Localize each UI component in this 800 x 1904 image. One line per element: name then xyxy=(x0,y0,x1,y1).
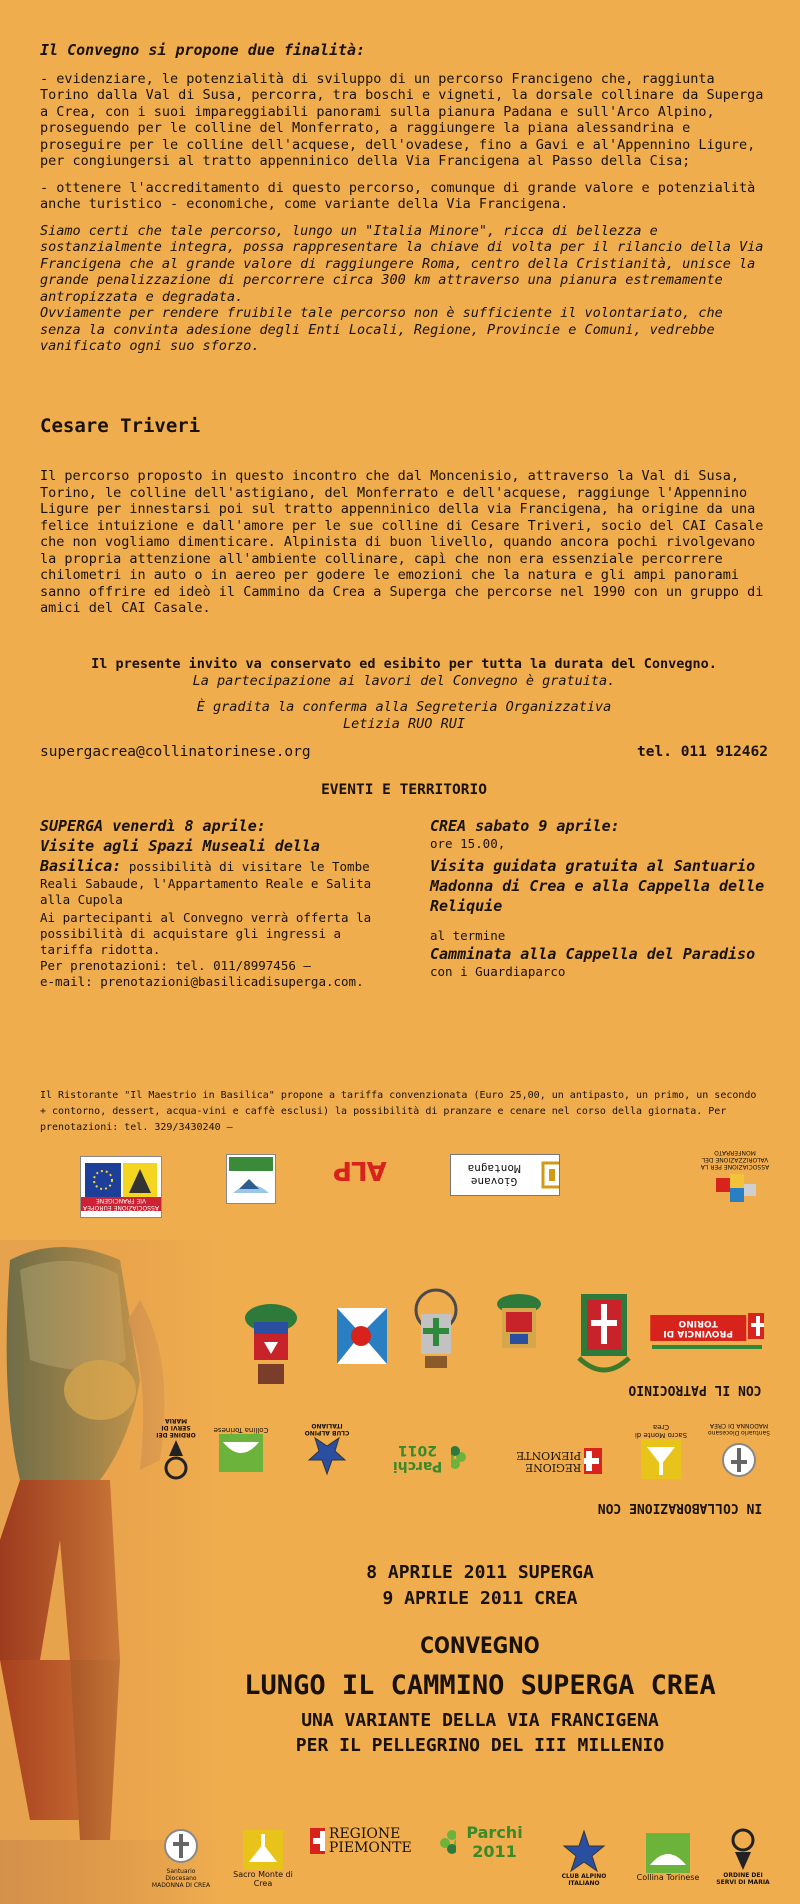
alp-logo xyxy=(310,1156,410,1184)
collina-torinese-logo-flipped xyxy=(210,1414,272,1484)
giovane-montagna-logo xyxy=(450,1154,560,1196)
collina-torinese-logo-text: Collina Torinese xyxy=(213,1426,269,1434)
conference-subtitle-1: UNA VARIANTE DELLA VIA FRANCIGENA xyxy=(301,1710,659,1731)
sacro-monte-icon xyxy=(243,1830,283,1870)
conference-subtitle xyxy=(180,1708,780,1758)
cai-text: CLUB ALPINO ITALIANO xyxy=(561,1873,607,1887)
sacro-monte-logo-text: Sacro Monte di Crea xyxy=(634,1423,688,1439)
regione-piemonte-text: REGIONE PIEMONTE xyxy=(328,1826,412,1856)
contact-line xyxy=(40,744,768,761)
intro-paragraph-3: Siamo certi che tale percorso, lungo un "Italia Minore", ricca di bellezza e sostanzialmente integra, possa rappresentare la chiave di volta per il rilancio della Via Francigena che al grande valore di raggiungere Roma, centro della Cristianità, unisce la grande penalizzazione di percorrere circa 300 km attraverso una pianura estremamente antropizzata e degradata. xyxy=(40,222,764,305)
servi-maria-text: ORDINE DEI SERVI DI MARIA xyxy=(716,1872,770,1886)
superga-basilica-label: Basilica: xyxy=(40,857,122,875)
patrocinio-label: CON IL PATROCINIO xyxy=(628,1382,762,1398)
crest-4-icon xyxy=(490,1290,548,1360)
cai-logo-flipped xyxy=(296,1414,358,1484)
crea-walk-title: Camminata alla Cappella del Paradiso xyxy=(430,945,756,963)
event-date-2: 9 APRILE 2011 CREA xyxy=(382,1588,578,1609)
francigena-emblem-icon xyxy=(85,1163,157,1197)
santuario-crea-logo-text: Santuario Diocesano MADONNA DI CREA xyxy=(707,1422,771,1436)
notice-line-1: Il presente invito va conservato ed esibito per tutta la durata del Convegno. xyxy=(91,656,717,672)
collina-torinese-icon xyxy=(646,1833,690,1873)
francigena-association-logo xyxy=(80,1156,162,1218)
collina-torinese-logo xyxy=(636,1822,700,1892)
contact-email[interactable]: supergacrea@collinatorinese.org xyxy=(40,744,311,760)
event-dates xyxy=(180,1560,780,1612)
contact-phone: tel. 011 912462 xyxy=(637,744,768,760)
santuario-crea-text: Santuario Diocesano MADONNA DI CREA xyxy=(151,1867,211,1889)
servi-maria-logo xyxy=(716,1816,770,1896)
parchi-2011-logo-text: Parchi 2011 xyxy=(392,1442,443,1474)
superga-booking-email[interactable]: e-mail: prenotazioni@basilicadisuperga.com. xyxy=(40,974,364,989)
superga-visit-title: Visite agli Spazi Museali della xyxy=(40,837,320,855)
servi-maria-emblem-icon xyxy=(159,1439,193,1483)
events-left-column xyxy=(40,816,385,990)
events-right-column xyxy=(430,816,775,980)
sacro-monte-logo-flipped xyxy=(628,1418,694,1484)
cai-logo xyxy=(546,1820,622,1896)
servi-maria-emblem-icon xyxy=(725,1826,761,1872)
sacro-monte-text: Sacro Monte di Crea xyxy=(233,1870,293,1888)
triveri-heading: Cesare Triveri xyxy=(40,415,201,437)
intro-paragraph-4: Ovviamente per rendere fruibile tale percorso non è sufficiente il volontariato, che senza la convinta adesione degli Enti Locali, Regione, Provincie e Comuni, vedrebbe vanificato ogni suo sforzo. xyxy=(40,305,723,354)
crea-time: ore 15.00, xyxy=(430,836,506,851)
parchi-2011-logo-flipped xyxy=(386,1440,466,1476)
conference-title: LUNGO IL CAMMINO SUPERGA CREA xyxy=(244,1670,716,1701)
superga-booking-phone: Per prenotazioni: tel. 011/8997456 – xyxy=(40,958,311,973)
monferrato-association-text: ASSOCIAZIONE PER LA VALORIZZAZIONE DEL MONFERRATO xyxy=(700,1148,770,1170)
cai-star-icon xyxy=(307,1436,347,1476)
conference-subtitle-2: PER IL PELLEGRINO DEL III MILLENIO xyxy=(295,1735,665,1756)
collina-torinese-text: Collina Torinese xyxy=(636,1872,700,1882)
regione-cross-icon xyxy=(584,1448,602,1474)
intro-paragraph-1: - evidenziare, le potenzialità di sviluppo di un percorso Francigeno che, raggiunta Torino dalla Val di Susa, percorra, tra boschi e vigneti, la dorsale collinare da Superga a Crea, con i suoi impareggiabili panorami sulla pianura Padana e sull'Arco Alpino, proseguendo per le colline del Monferrato, a raggiungere la piana alessandrina e proseguire per le colline dell'acquese, dell'ovadese, fino a Gavi e al'Appennino Ligure, per congiungersi al tratto appenninico della Via Francigena al Passo della Cisa; xyxy=(40,70,764,169)
notice-section xyxy=(40,656,768,732)
santuario-emblem-icon xyxy=(161,1824,201,1868)
cai-star-icon xyxy=(562,1829,606,1873)
superga-date: SUPERGA venerdì 8 aprile: xyxy=(40,817,266,835)
intro-heading: Il Convegno si propone due finalità: xyxy=(40,41,366,59)
alp-logo-text: ALP xyxy=(333,1155,387,1185)
superga-discount-text: Ai partecipanti al Convegno verrà offerta la possibilità di acquistare gli ingressi a tariffa ridotta. xyxy=(40,910,372,957)
santuario-crea-logo-flipped xyxy=(706,1412,772,1492)
servi-maria-logo-text: ORDINE DEI SERVI DI MARIA xyxy=(156,1417,196,1439)
regione-cross-icon xyxy=(310,1828,325,1854)
crea-rangers-text: con i Guardiaparco xyxy=(430,964,566,979)
crest-1-icon xyxy=(240,1298,302,1390)
giovane-montagna-text: Giovane Montagna xyxy=(467,1162,521,1188)
triveri-section xyxy=(40,415,768,437)
park-logo xyxy=(226,1154,276,1204)
provincia-shield-icon xyxy=(748,1313,764,1343)
collaborazione-label: IN COLLABORAZIONE CON xyxy=(597,1500,763,1516)
event-date-1: 8 APRILE 2011 SUPERGA xyxy=(366,1562,594,1583)
notice-line-4: Letizia RUO RUI xyxy=(343,715,465,732)
santuario-crea-logo xyxy=(150,1816,212,1896)
francigena-logo-text: ASSOCIAZIONE EUROPEA VIE FRANCIGENE xyxy=(81,1197,161,1211)
notice-line-3: È gradita la conferma alla Segreteria Organizzativa xyxy=(196,699,612,715)
puzzle-icon xyxy=(712,1170,758,1210)
sacro-monte-logo xyxy=(228,1824,298,1894)
regione-piemonte-logo xyxy=(310,1824,420,1858)
parchi-flower-icon xyxy=(440,1829,456,1855)
events-heading: EVENTI E TERRITORIO xyxy=(321,782,487,798)
triveri-text: Il percorso proposto in questo incontro che dal Moncenisio, attraverso la Val di Susa, Torino, le colline dell'astigiano, del Monferrato e dell'acquese, raggiunge l'Appennino Ligure per innestarsi poi sul tratto appenninico della via Francigena, ha origine da una felice intuizione e dall'amore per le sue colline di Cesare Triveri, socio del CAI Casale che non vogliamo dimenticare. Alpinista di buon livello, quando ancora pochi rivolgevano la propria attenzione all'ambiente collinare, capì che non era essenziale percorrere chilometri in auto o in aereo per godere le emozioni che la natura e gli ampi panorami sanno offrire ed ideò il Cammino da Crea a Superga che percorse nel 1990 con un gruppo di amici del CAI Casale. xyxy=(40,468,764,616)
giovane-montagna-icon xyxy=(541,1161,559,1189)
parchi-2011-logo xyxy=(440,1822,530,1862)
regione-piemonte-logo-flipped xyxy=(496,1444,602,1478)
convegno-label: CONVEGNO xyxy=(420,1634,540,1659)
regione-piemonte-logo-text: REGIONE PIEMONTE xyxy=(516,1449,582,1474)
provincia-torino-logo xyxy=(650,1304,764,1358)
crest-5-icon xyxy=(573,1292,635,1384)
crea-visit-title: Visita guidata gratuita al Santuario Madonna di Crea e alla Cappella delle Reliquie xyxy=(430,857,765,915)
santuario-emblem-icon xyxy=(719,1436,759,1482)
crea-date: CREA sabato 9 aprile: xyxy=(430,817,620,835)
parchi-flower-icon xyxy=(451,1446,466,1470)
parchi-2011-text: Parchi 2011 xyxy=(466,1823,523,1861)
sacro-monte-icon xyxy=(641,1439,681,1479)
superga-visit-text: possibilità di visitare le Tombe Reali Sabaude, l'Appartamento Reale e Salita alla Cupola xyxy=(40,859,372,907)
provincia-torino-text: PROVINCIA DI TORINO xyxy=(650,1315,746,1341)
crest-3-icon xyxy=(405,1286,467,1374)
restaurant-note: Il Ristorante "Il Maestrio in Basilica" propone a tariffa convenzionata (Euro 25,00, un antipasto, un primo, un secondo + contorno, dessert, acqua-vini e caffè esclusi) la possibilità di pranzare e cenare nel corso della giornata. Per prenotazioni: tel. 329/3430240 – xyxy=(40,1090,757,1133)
monferrato-association-logo xyxy=(690,1142,780,1216)
crea-after-label: al termine xyxy=(430,928,506,943)
collina-torinese-icon xyxy=(219,1434,263,1472)
mountain-lake-icon xyxy=(229,1157,273,1201)
notice-line-2: La partecipazione ai lavori del Convegno è gratuita. xyxy=(192,672,616,689)
intro-paragraph-2: - ottenere l'accreditamento di questo percorso, comunque di grande valore e potenzialità anche turistico - economiche, come variante della Via Francigena. xyxy=(40,179,756,212)
crest-2-icon xyxy=(335,1304,389,1368)
servi-maria-logo-flipped xyxy=(150,1412,202,1488)
intro-section xyxy=(40,42,768,365)
cai-logo-text: CLUB ALPINO ITALIANO xyxy=(304,1422,350,1436)
